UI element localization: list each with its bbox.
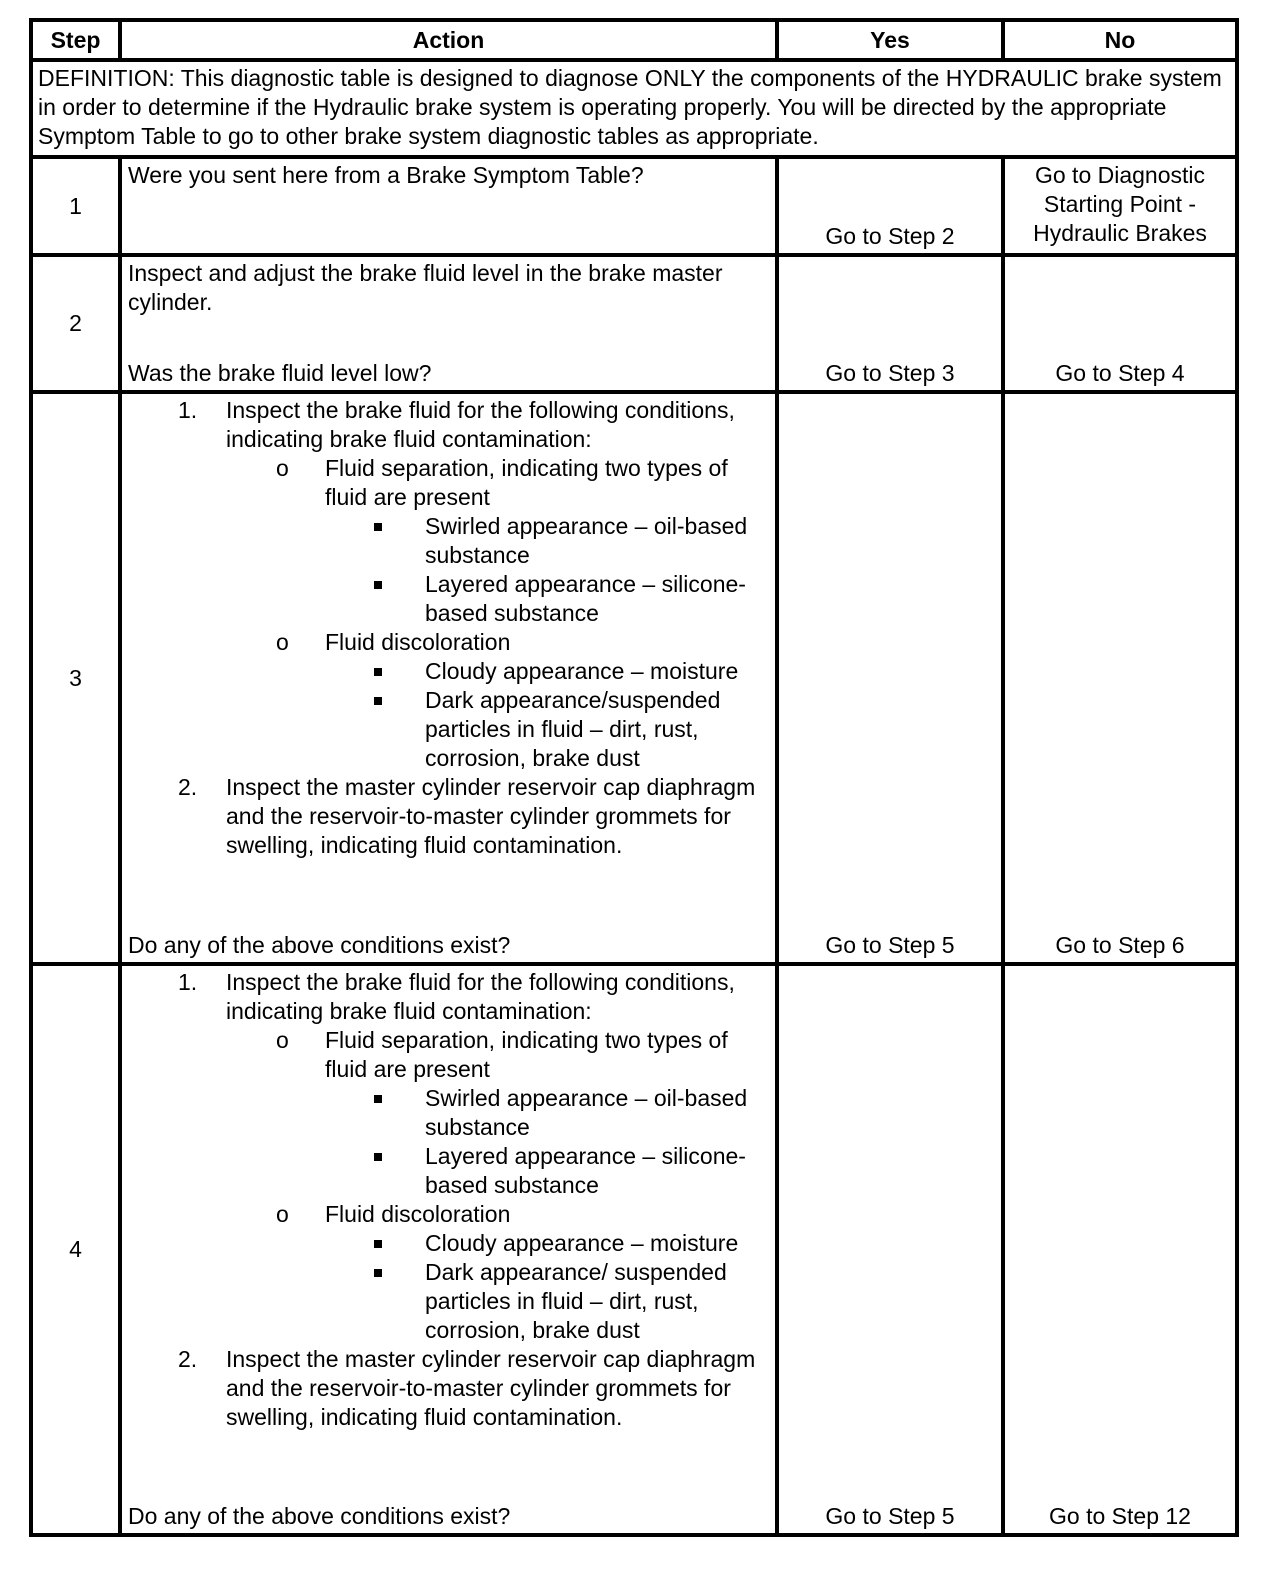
list-item-text: Swirled appearance – oil-based substance <box>425 1085 748 1140</box>
list-item <box>325 570 769 628</box>
list-item-text: Layered appearance – silicone-based substance <box>425 1143 746 1198</box>
no-result: Go to Diagnostic Starting Point - Hydraulic Brakes <box>1033 162 1207 246</box>
bullet-icon <box>374 523 382 531</box>
bullet-icon <box>374 668 382 676</box>
no-cell <box>1003 157 1237 255</box>
list-item <box>128 773 769 860</box>
step-row-2 <box>31 255 1237 392</box>
bullet-icon <box>374 1240 382 1248</box>
list-item <box>325 512 769 570</box>
bullet-icon <box>374 697 382 705</box>
no-result: Go to Step 12 <box>1049 1503 1191 1529</box>
bullet-icon <box>374 581 382 589</box>
step-number: 2 <box>31 255 120 392</box>
header-row <box>31 20 1237 60</box>
list-item-text: Fluid separation, indicating two types of fluid are present <box>325 1027 728 1082</box>
sub-sub-list <box>325 657 769 773</box>
sub-sub-list <box>325 1084 769 1200</box>
list-item <box>325 1229 769 1258</box>
list-item <box>325 686 769 773</box>
list-marker: 2. <box>178 774 198 800</box>
list-item <box>226 454 769 628</box>
bullet-icon <box>374 1269 382 1277</box>
yes-result: Go to Step 3 <box>825 360 955 386</box>
list-item-text: Inspect the brake fluid for the following conditions, indicating brake fluid contamination: <box>226 397 735 452</box>
list-item-text: Cloudy appearance – moisture <box>425 1230 739 1256</box>
step-question: Do any of the above conditions exist? <box>128 932 511 958</box>
yes-result: Go to Step 2 <box>825 223 955 249</box>
list-item-text: Inspect the brake fluid for the following conditions, indicating brake fluid contamination: <box>226 969 735 1024</box>
bullet-icon <box>374 1095 382 1103</box>
yes-cell <box>777 157 1003 255</box>
no-result: Go to Step 4 <box>1055 360 1185 386</box>
bullet-icon <box>374 1153 382 1161</box>
step-instruction: Inspect and adjust the brake fluid level in the brake master cylinder. <box>128 260 723 315</box>
list-item-text: Cloudy appearance – moisture <box>425 658 739 684</box>
list-item <box>325 657 769 686</box>
yes-cell <box>777 255 1003 392</box>
list-item-text: Layered appearance – silicone-based substance <box>425 571 746 626</box>
no-cell <box>1003 964 1237 1535</box>
list-item-text: Fluid discoloration <box>325 629 511 655</box>
instruction-list <box>128 968 769 1432</box>
step-number: 1 <box>31 157 120 255</box>
step-question: Do any of the above conditions exist? <box>128 1503 511 1529</box>
yes-result: Go to Step 5 <box>825 1503 955 1529</box>
list-item <box>226 1026 769 1200</box>
no-result: Go to Step 6 <box>1055 932 1185 958</box>
step-row-1 <box>31 157 1237 255</box>
no-cell <box>1003 392 1237 964</box>
step-row-3 <box>31 392 1237 964</box>
list-item-text: Fluid discoloration <box>325 1201 511 1227</box>
list-item <box>325 1258 769 1345</box>
list-marker: o <box>276 455 289 481</box>
step-action <box>120 157 777 255</box>
list-marker: o <box>276 629 289 655</box>
list-marker: 2. <box>178 1346 198 1372</box>
step-action <box>120 964 777 1535</box>
list-item-text: Inspect the master cylinder reservoir cap diaphragm and the reservoir-to-master cylinder grommets for swelling, indicating fluid contamination. <box>226 1346 756 1430</box>
step-number: 4 <box>31 964 120 1535</box>
header-yes: Yes <box>777 20 1003 60</box>
yes-cell <box>777 392 1003 964</box>
list-item <box>128 968 769 1345</box>
list-item <box>128 396 769 773</box>
list-marker: o <box>276 1201 289 1227</box>
yes-result: Go to Step 5 <box>825 932 955 958</box>
list-item <box>226 628 769 773</box>
sub-list <box>226 1026 769 1345</box>
list-item-text: Dark appearance/ suspended particles in fluid – dirt, rust, corrosion, brake dust <box>425 1259 727 1343</box>
sub-sub-list <box>325 512 769 628</box>
header-step: Step <box>31 20 120 60</box>
sub-list <box>226 454 769 773</box>
list-item-text: Fluid separation, indicating two types of fluid are present <box>325 455 728 510</box>
diagnostic-table <box>29 18 1239 1537</box>
list-marker: o <box>276 1027 289 1053</box>
list-marker: 1. <box>178 969 198 995</box>
list-item-text: Swirled appearance – oil-based substance <box>425 513 748 568</box>
no-cell <box>1003 255 1237 392</box>
definition-text: DEFINITION: This diagnostic table is designed to diagnose ONLY the components of the HYDRAULIC brake system in order to determine if the Hydraulic brake system is operating properly. You will be directed by the appropriate Symptom Table to go to other brake system diagnostic tables as appropriate. <box>31 60 1237 157</box>
list-item-text: Inspect the master cylinder reservoir cap diaphragm and the reservoir-to-master cylinder grommets for swelling, indicating fluid contamination. <box>226 774 756 858</box>
list-item <box>128 1345 769 1432</box>
header-no: No <box>1003 20 1237 60</box>
list-item <box>325 1084 769 1142</box>
list-item <box>226 1200 769 1345</box>
instruction-list <box>128 396 769 860</box>
list-item <box>325 1142 769 1200</box>
step-question: Were you sent here from a Brake Symptom Table? <box>128 162 644 188</box>
step-row-4 <box>31 964 1237 1535</box>
list-marker: 1. <box>178 397 198 423</box>
yes-cell <box>777 964 1003 1535</box>
header-action: Action <box>120 20 777 60</box>
step-number: 3 <box>31 392 120 964</box>
step-action <box>120 255 777 392</box>
step-action <box>120 392 777 964</box>
step-question: Was the brake fluid level low? <box>128 360 432 386</box>
definition-row <box>31 60 1237 157</box>
sub-sub-list <box>325 1229 769 1345</box>
list-item-text: Dark appearance/suspended particles in fluid – dirt, rust, corrosion, brake dust <box>425 687 721 771</box>
